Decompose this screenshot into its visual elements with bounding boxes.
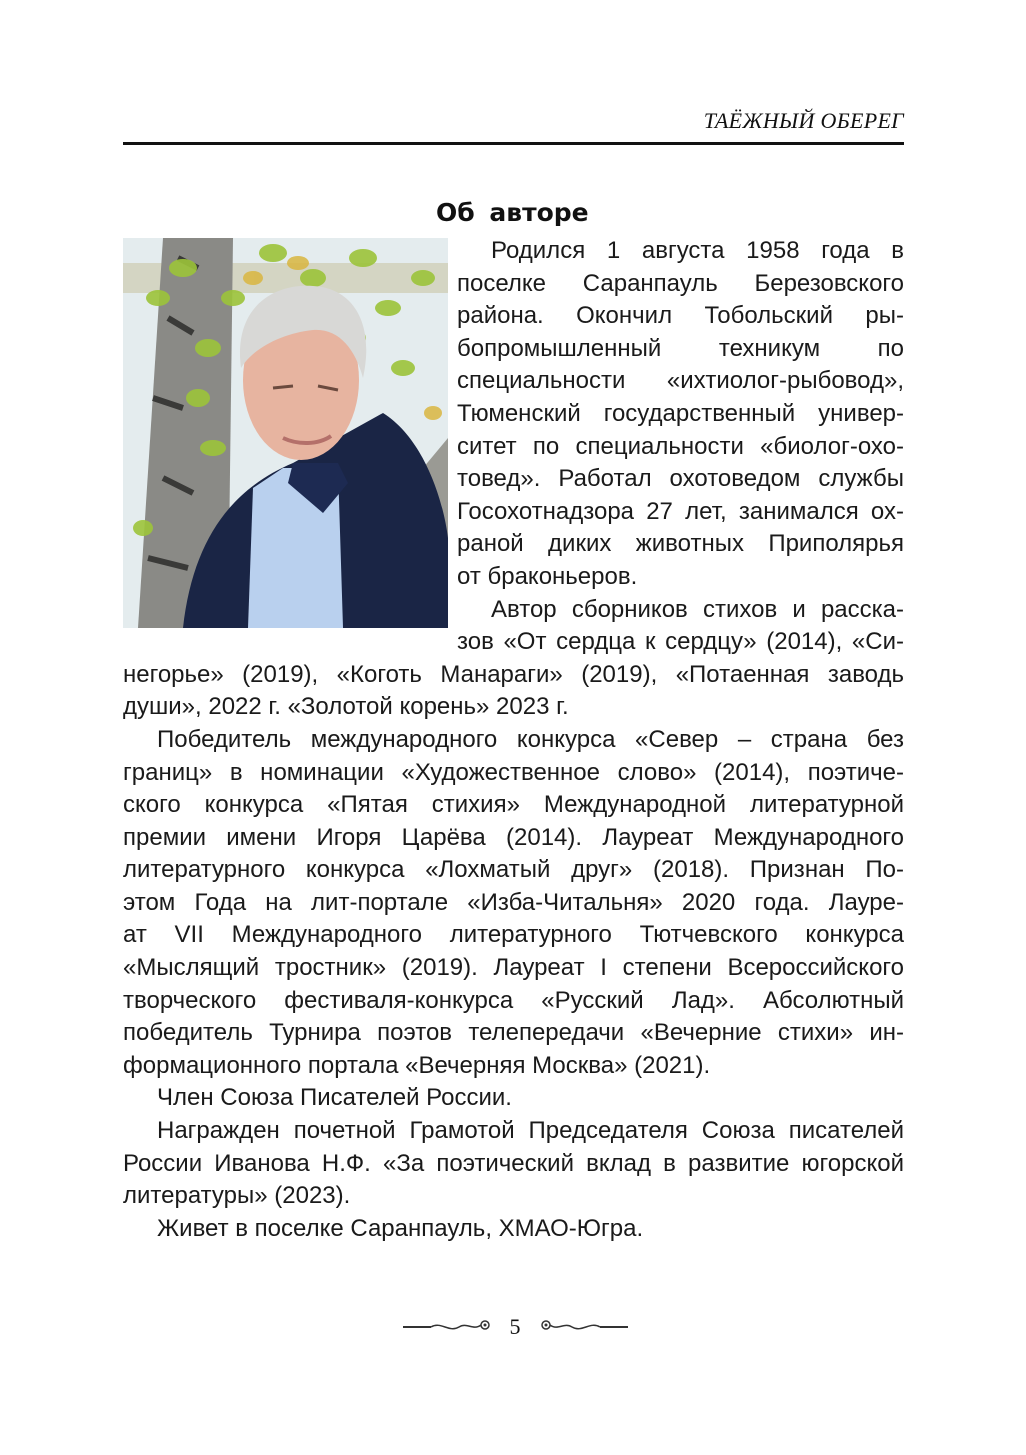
left-ornament-icon [401, 1317, 496, 1337]
text-line: Член Союза Писателей России. [157, 1084, 512, 1112]
text-line: России Иванова Н.Ф. «За поэтический вклад в развитие югорской [123, 1149, 904, 1177]
text-line: поселке Саранпауль Березовского [457, 269, 904, 297]
text-line: ат VII Международного литературного Тютчевского конкурса [123, 921, 904, 949]
text-line: литературного конкурса «Лохматый друг» (2018). Признан По- [123, 856, 904, 884]
text-line: товед». Работал охотоведом службы [457, 465, 904, 493]
text-line: Живет в поселке Саранпауль, ХМАО-Югра. [157, 1214, 644, 1242]
right-ornament-icon [535, 1317, 630, 1337]
text-line: премии имени Игоря Царёва (2014). Лауреат Международного [123, 823, 904, 851]
text-line: этом Года на лит-портале «Изба-Читальня» 2020 года. Лауре- [123, 888, 904, 916]
text-line: творческого фестиваля-конкурса «Русский Лад». Абсолютный [123, 986, 904, 1014]
text-line: победитель Турнира поэтов телепередачи «Вечерние стихи» ин- [123, 1019, 904, 1047]
header-rule [123, 142, 904, 145]
text-line: души», 2022 г. «Золотой корень» 2023 г. [123, 693, 569, 721]
running-header-title: ТАЁЖНЫЙ ОБЕРЕГ [703, 108, 904, 133]
text-line: литературы» (2023). [123, 1182, 351, 1210]
text-line: ситет по специальности «биолог-охо- [457, 432, 904, 460]
text-line: Тюменский государственный универ- [457, 399, 904, 427]
page-number: 5 [509, 1314, 521, 1339]
text-line: Автор сборников стихов и расска- [491, 595, 904, 623]
text-line: бопромышленный техникум по [457, 334, 904, 362]
text-line: формационного портала «Вечерняя Москва» (2021). [123, 1051, 711, 1079]
text-line: зов «От сердца к сердцу» (2014), «Си- [457, 628, 904, 656]
text-line: Госохотнадзора 27 лет, занимался ох- [457, 497, 904, 525]
page-footer [400, 1312, 630, 1342]
text-line: специальности «ихтиолог-рыбовод», [457, 367, 904, 395]
text-line: Награжден почетной Грамотой Председателя Союза писателей [157, 1117, 904, 1145]
text-line: «Мыслящий тростник» (2019). Лауреат I степени Всероссийского [123, 954, 904, 982]
text-line: Победитель международного конкурса «Север – страна без [157, 725, 904, 753]
text-line: границ» в номинации «Художественное слово» (2014), поэтиче- [123, 758, 904, 786]
text-line: Родился 1 августа 1958 года в [491, 237, 904, 264]
article-body [123, 235, 904, 1245]
text-line: от браконьеров. [457, 562, 638, 590]
text-line: раной диких животных Приполярья [457, 530, 904, 558]
text-line: негорье» (2019), «Коготь Манараги» (2019), «Потаенная заводь [123, 660, 904, 688]
section-title: Об автоpe [436, 198, 589, 227]
text-line: ского конкурса «Пятая стихия» Международной литературной [123, 791, 904, 819]
text-line: района. Окончил Тобольский ры- [457, 302, 904, 330]
